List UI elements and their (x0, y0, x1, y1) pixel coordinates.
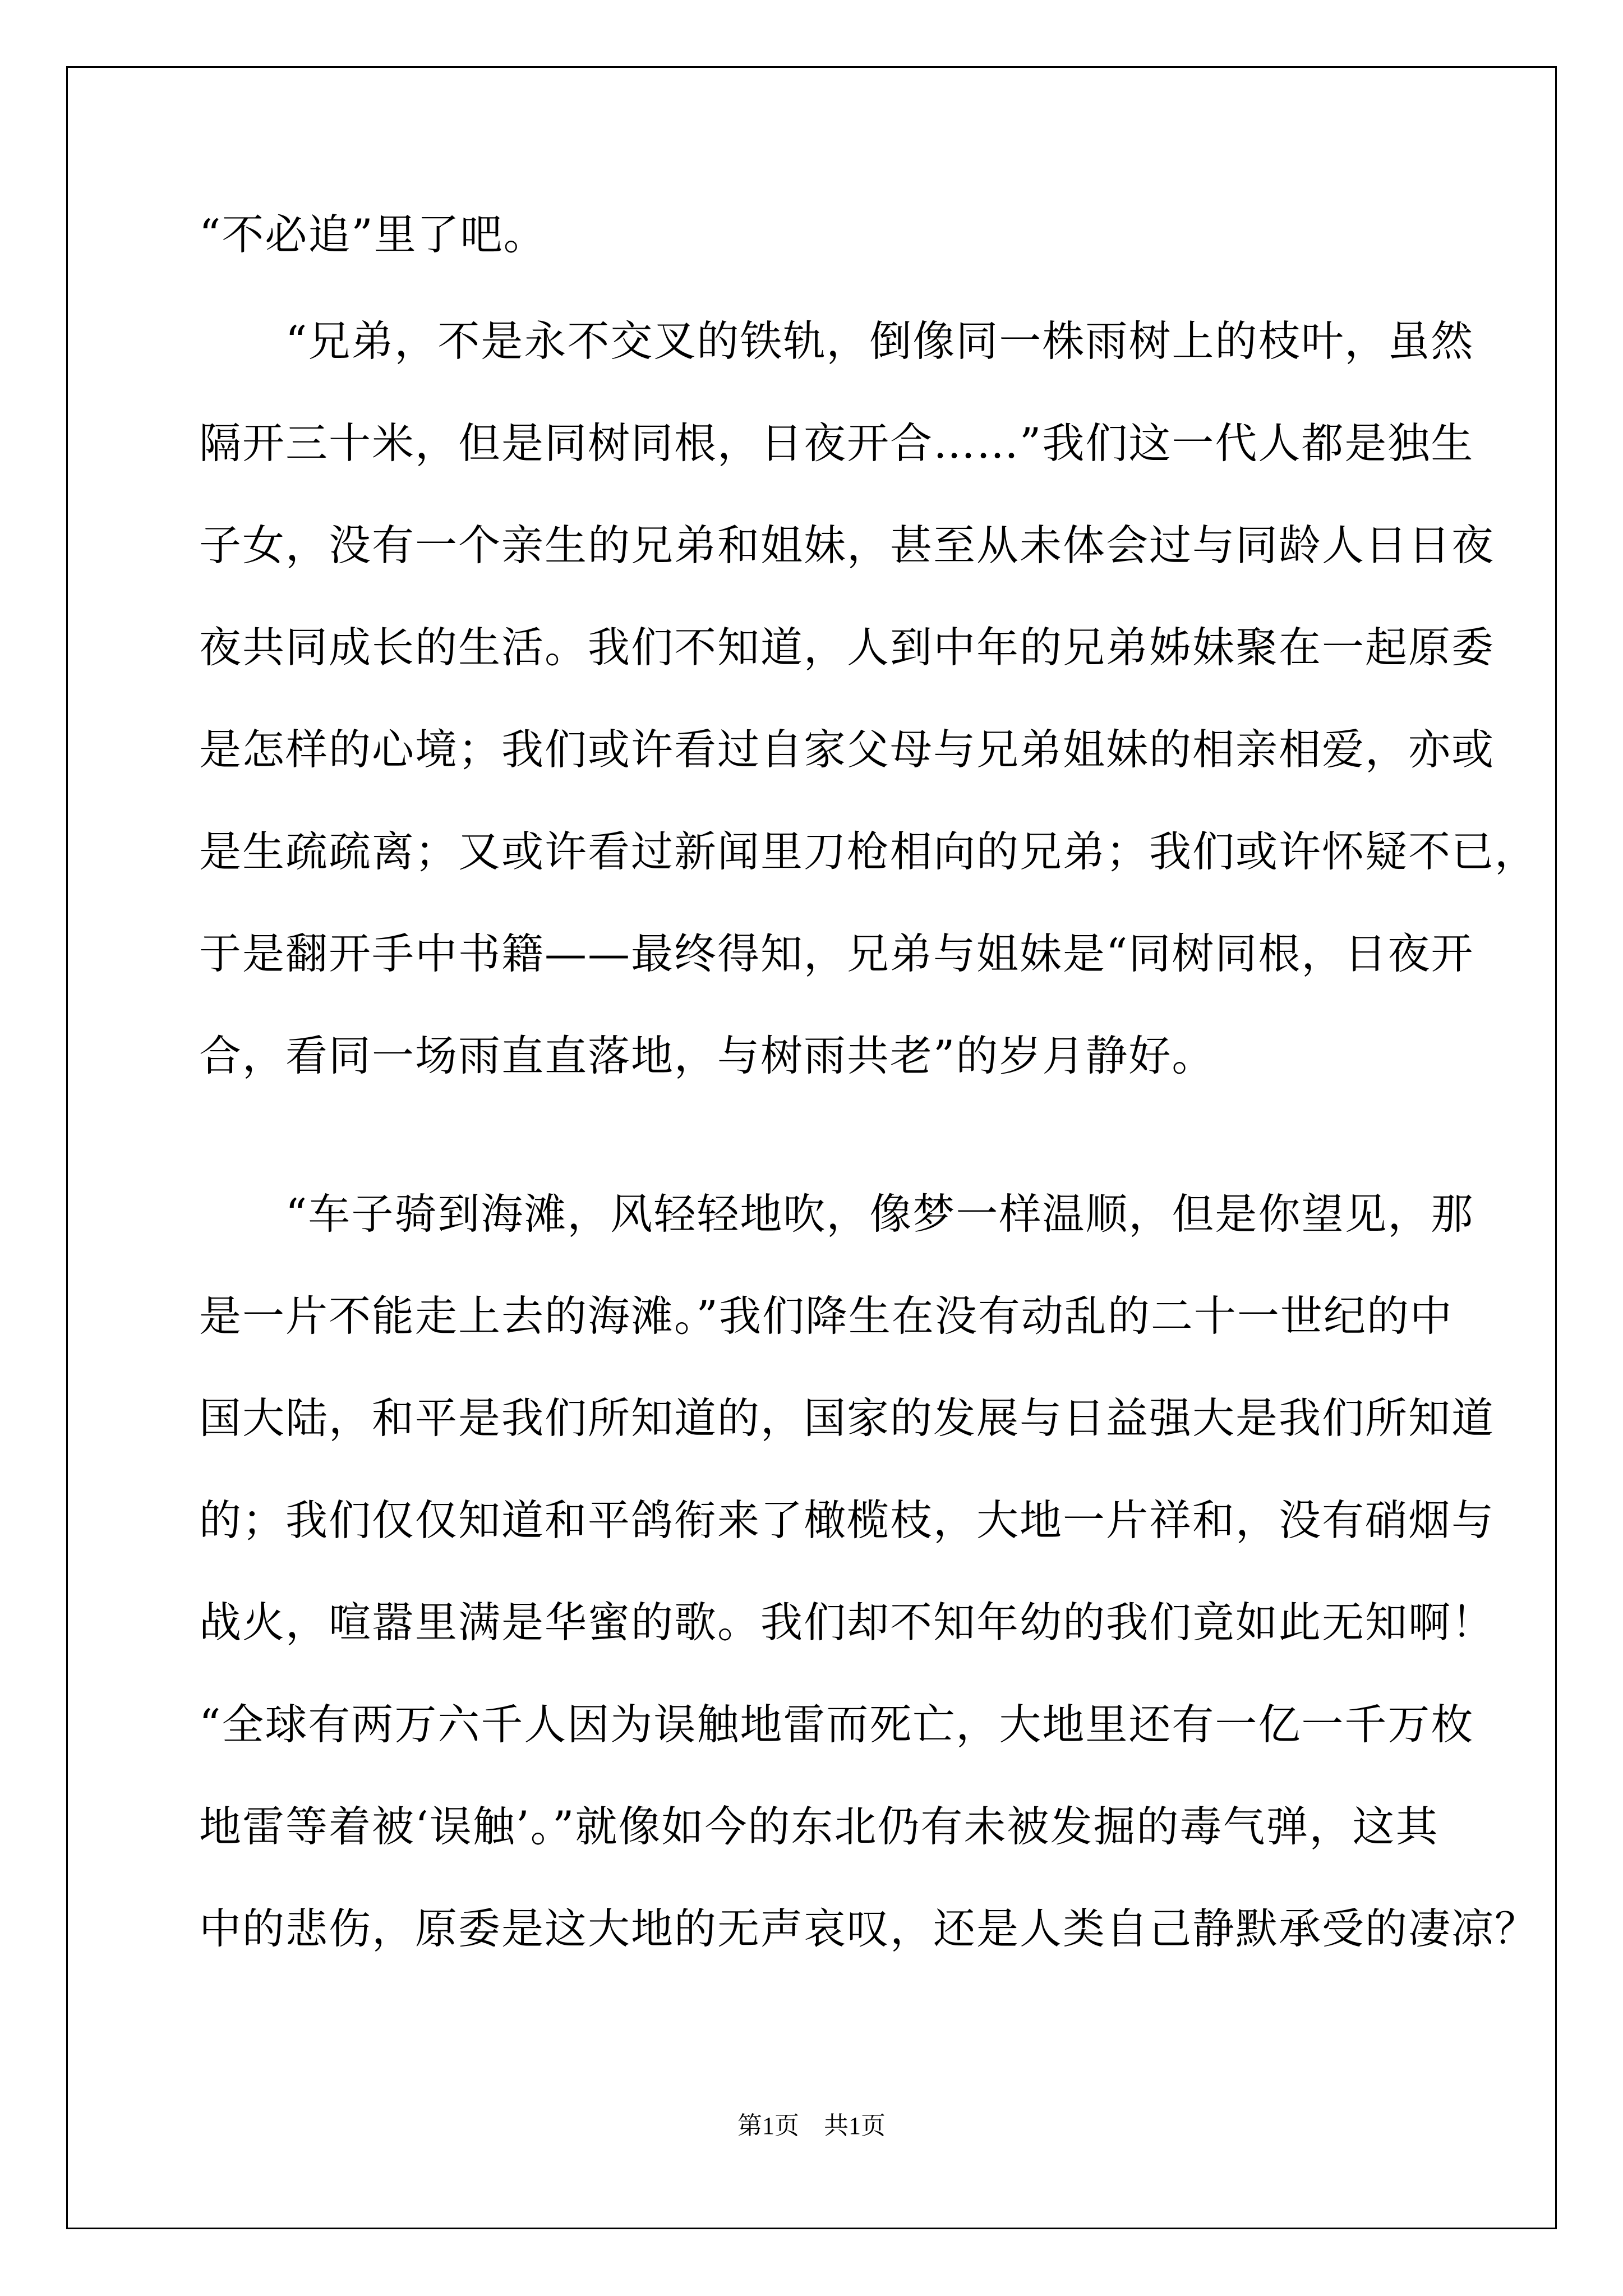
text-line: 夜共同成长的生活。我们不知道，人到中年的兄弟姊妹聚在一起原委 (199, 623, 1495, 672)
text-line: 合，看同一场雨直直落地，与树雨共老”的岁月静好。 (199, 1031, 1215, 1080)
text-line: 中的悲伤，原委是这大地的无声哀叹，还是人类自己静默承受的凄凉？ (199, 1904, 1538, 1953)
text-line: 的；我们仅仅知道和平鸽衔来了橄榄枝，大地一片祥和，没有硝烟与 (199, 1496, 1495, 1545)
text-line: 地雷等着被‘误触’。”就像如今的东北仍有未被发掘的毒气弹，这其 (199, 1802, 1439, 1851)
text-line: “兄弟，不是永不交叉的铁轨，倒像同一株雨树上的枝叶，虽然 (199, 316, 1474, 366)
text-line: “不必追”里了吧。 (199, 210, 547, 259)
text-line: “全球有两万六千人因为误触地雷而死亡，大地里还有一亿一千万枚 (199, 1700, 1474, 1749)
text-line: 是生疏疏离；又或许看过新闻里刀枪相向的兄弟；我们或许怀疑不已， (199, 827, 1538, 876)
text-line: 是一片不能走上去的海滩。”我们降生在没有动乱的二十一世纪的中 (199, 1291, 1453, 1341)
text-line: 国大陆，和平是我们所知道的，国家的发展与日益强大是我们所知道 (199, 1393, 1495, 1443)
text-line: 隔开三十米，但是同树同根，日夜开合……”我们这一代人都是独生 (199, 418, 1474, 468)
text-line: 是怎样的心境；我们或许看过自家父母与兄弟姐妹的相亲相爱，亦或 (199, 725, 1495, 774)
text-line: 于是翻开手中书籍——最终得知，兄弟与姐妹是“同树同根，日夜开 (199, 929, 1474, 978)
text-line: “车子骑到海滩，风轻轻地吹，像梦一样温顺，但是你望见，那 (199, 1189, 1474, 1239)
text-line: 战火，喧嚣里满是华蜜的歌。我们却不知年幼的我们竟如此无知啊！ (199, 1598, 1495, 1647)
text-line: 子女，没有一个亲生的兄弟和姐妹，甚至从未体会过与同龄人日日夜 (199, 521, 1495, 570)
page-number: 第1页 共1页 (737, 2112, 886, 2139)
